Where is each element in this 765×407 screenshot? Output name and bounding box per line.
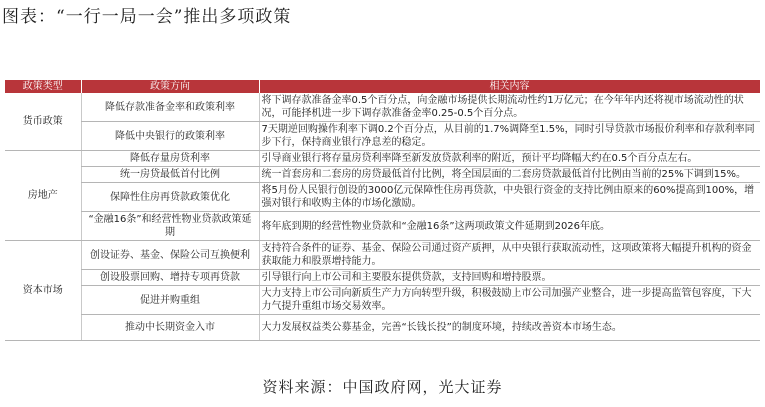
- table-row: [5, 286, 760, 315]
- policy-content: 引导商业银行将存量房贷利率降至新发放贷款利率的附近，预计平均降幅大约在0.5个百分点左右。: [259, 151, 760, 167]
- table-header: [5, 80, 760, 93]
- table-row: [5, 270, 760, 286]
- table-row: [5, 167, 760, 183]
- table-row: [5, 151, 760, 167]
- policy-direction: 统一房贷最低首付比例: [81, 167, 259, 183]
- policy-direction: 创设股票回购、增持专项再贷款: [81, 270, 259, 286]
- policy-table: [5, 80, 761, 341]
- policy-content: 将5月份人民银行创设的3000亿元保障性住房再贷款，中央银行资金的支持比例由原来的60%提高到100%，增强对银行和收购主体的市场化激励。: [259, 183, 760, 212]
- policy-direction: “金融16条”和经营性物业贷款政策延期: [81, 212, 259, 241]
- policy-content: 大力发展权益类公募基金，完善“长钱长投”的制度环境，持续改善资本市场生态。: [259, 315, 760, 341]
- policy-direction: 降低存量房贷利率: [81, 151, 259, 167]
- table-row: [5, 241, 760, 270]
- policy-direction: 降低中央银行的政策利率: [81, 122, 259, 151]
- header-policy-direction: 政策方向: [81, 80, 259, 93]
- figure-title: 图表：“一行一局一会”推出多项政策: [2, 7, 292, 27]
- policy-direction: 创设证券、基金、保险公司互换便利: [81, 241, 259, 270]
- category-real-estate: 房地产: [5, 151, 81, 241]
- table-row: [5, 183, 760, 212]
- policy-content: 引导银行向上市公司和主要股东提供贷款，支持回购和增持股票。: [259, 270, 760, 286]
- policy-content: 大力支持上市公司向新质生产力方向转型升级，积极鼓励上市公司加强产业整合，进一步提高监管包容度，下大力气提升重组市场交易效率。: [259, 286, 760, 315]
- category-capital-market: 资本市场: [5, 241, 81, 341]
- table-row: [5, 122, 760, 151]
- header-policy-type: 政策类型: [5, 80, 81, 93]
- policy-direction: 保障性住房再贷款政策优化: [81, 183, 259, 212]
- source-note: 资料来源：中国政府网，光大证券: [262, 378, 503, 396]
- table-row: [5, 315, 760, 341]
- policy-content: 将年底到期的经营性物业贷款和“金融16条”这两项政策文件延期到2026年底。: [259, 212, 760, 241]
- policy-content: 统一首套房和二套房的房贷最低首付比例，将全国层面的二套房贷款最低首付比例由当前的25%下调到15%。: [259, 167, 760, 183]
- header-related-content: 相关内容: [259, 80, 760, 93]
- policy-direction: 降低存款准备金率和政策利率: [81, 93, 259, 122]
- policy-content: 支持符合条件的证券、基金、保险公司通过资产质押，从中央银行获取流动性，这项政策将大幅提升机构的资金获取能力和股票增持能力。: [259, 241, 760, 270]
- table-row: [5, 212, 760, 241]
- policy-content: 7天期逆回购操作利率下调0.2个百分点，从目前的1.7%调降至1.5%，同时引导贷款市场报价利率和存款利率同步下行，保持商业银行净息差的稳定。: [259, 122, 760, 151]
- policy-direction: 推动中长期资金入市: [81, 315, 259, 341]
- policy-content: 将下调存款准备金率0.5个百分点，向金融市场提供长期流动性约1万亿元；在今年年内还将视市场流动性的状况，可能择机进一步下调存款准备金率0.25-0.5个百分点。: [259, 93, 760, 122]
- category-monetary-policy: 货币政策: [5, 93, 81, 151]
- table-row: [5, 93, 760, 122]
- policy-direction: 促进并购重组: [81, 286, 259, 315]
